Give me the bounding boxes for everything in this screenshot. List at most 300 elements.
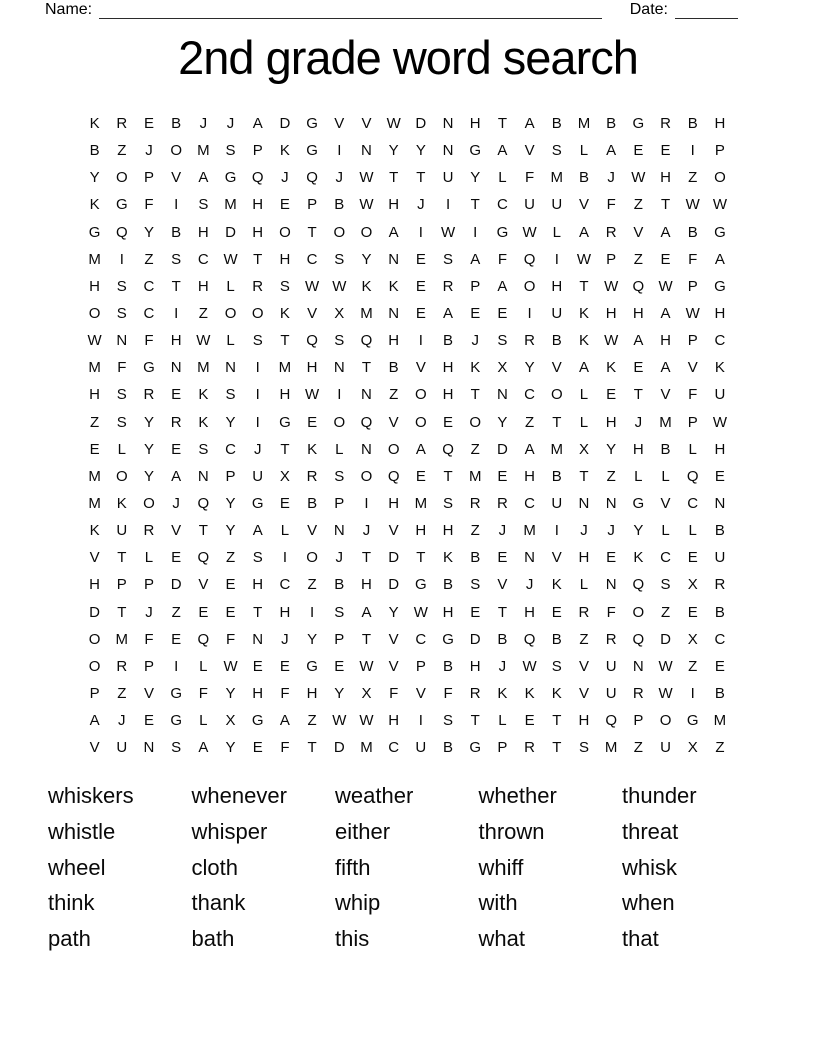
grid-letter: F: [144, 332, 154, 350]
grid-letter: A: [388, 223, 399, 241]
word-list-item: fifth: [335, 854, 371, 880]
grid-letter: Z: [144, 250, 154, 268]
grid-letter: H: [469, 657, 481, 675]
grid-letter: B: [606, 115, 617, 133]
grid-letter: J: [580, 522, 588, 540]
grid-letter: V: [171, 169, 182, 187]
grid-letter: H: [388, 712, 400, 730]
grid-letter: S: [198, 196, 209, 214]
grid-letter: L: [579, 413, 589, 431]
grid-letter: R: [116, 657, 128, 675]
grid-letter: M: [550, 440, 564, 458]
grid-letter: C: [687, 495, 699, 513]
grid-letter: O: [714, 169, 726, 187]
grid-letter: Y: [524, 359, 535, 377]
grid-letter: K: [470, 359, 481, 377]
grid-letter: S: [334, 603, 345, 621]
grid-letter: S: [116, 386, 127, 404]
grid-letter: W: [305, 386, 320, 404]
grid-letter: V: [198, 576, 209, 594]
grid-letter: Z: [117, 685, 127, 703]
grid-letter: S: [334, 467, 345, 485]
grid-letter: K: [443, 549, 454, 567]
grid-letter: E: [415, 250, 426, 268]
grid-letter: S: [334, 332, 345, 350]
grid-letter: C: [714, 630, 726, 648]
grid-letter: W: [522, 657, 537, 675]
grid-letter: O: [170, 142, 182, 160]
grid-letter: F: [144, 630, 154, 648]
grid-letter: L: [688, 522, 697, 540]
grid-letter: U: [415, 739, 427, 757]
grid-letter: R: [632, 685, 644, 703]
grid-letter: E: [89, 440, 100, 458]
grid-letter: N: [714, 495, 726, 513]
grid-letter: G: [442, 630, 454, 648]
grid-letter: M: [88, 250, 101, 268]
grid-letter: O: [115, 467, 128, 485]
grid-letter: X: [687, 630, 698, 648]
grid-letter: O: [415, 386, 427, 404]
grid-letter: A: [198, 169, 209, 187]
grid-letter: R: [469, 685, 481, 703]
grid-letter: U: [551, 196, 563, 214]
grid-letter: A: [633, 332, 644, 350]
grid-letter: I: [418, 223, 423, 241]
grid-letter: B: [443, 332, 454, 350]
grid-letter: A: [660, 359, 671, 377]
grid-letter: O: [306, 549, 318, 567]
grid-letter: S: [334, 250, 345, 268]
grid-letter: S: [252, 332, 263, 350]
grid-letter: V: [415, 685, 426, 703]
grid-letter: I: [445, 196, 451, 214]
grid-letter: I: [282, 549, 287, 567]
grid-letter: T: [497, 115, 507, 133]
grid-letter: E: [606, 549, 617, 567]
grid-letter: E: [171, 630, 182, 648]
grid-letter: V: [497, 576, 508, 594]
grid-letter: Y: [606, 440, 617, 458]
grid-letter: G: [632, 115, 645, 133]
grid-letter: T: [253, 603, 263, 621]
grid-letter: X: [687, 576, 698, 594]
grid-letter: V: [334, 115, 345, 133]
word-list-item: thrown: [478, 818, 545, 844]
grid-letter: Q: [632, 630, 645, 648]
grid-letter: D: [333, 739, 345, 757]
grid-letter: T: [633, 386, 643, 404]
grid-letter: D: [496, 440, 508, 458]
grid-letter: K: [89, 522, 100, 540]
grid-letter: I: [418, 712, 423, 730]
grid-letter: Z: [90, 413, 100, 431]
grid-letter: K: [497, 685, 508, 703]
grid-letter: F: [688, 386, 698, 404]
grid-letter: Z: [307, 576, 317, 594]
grid-letter: W: [359, 712, 374, 730]
grid-letter: D: [388, 549, 400, 567]
grid-letter: W: [685, 305, 700, 323]
grid-letter: A: [470, 250, 481, 268]
grid-letter: K: [307, 440, 318, 458]
grid-letter: O: [143, 495, 155, 513]
grid-letter: W: [658, 685, 673, 703]
grid-letter: V: [578, 196, 589, 214]
grid-letter: T: [307, 739, 317, 757]
grid-letter: V: [171, 522, 182, 540]
grid-letter: Z: [688, 169, 698, 187]
grid-letter: Y: [225, 739, 236, 757]
grid-letter: Y: [143, 467, 154, 485]
word-list-item: wheel: [48, 854, 106, 880]
grid-letter: N: [496, 386, 508, 404]
grid-letter: B: [660, 440, 671, 458]
word-list-item: thunder: [622, 783, 697, 808]
grid-letter: T: [552, 739, 562, 757]
grid-letter: B: [307, 495, 318, 513]
word-list-column: [622, 778, 766, 957]
grid-letter: S: [551, 142, 562, 160]
grid-letter: Z: [307, 712, 317, 730]
grid-letter: J: [634, 413, 643, 431]
grid-letter: Z: [171, 603, 181, 621]
grid-letter: E: [225, 576, 236, 594]
grid-letter: E: [524, 712, 535, 730]
grid-letter: P: [89, 685, 100, 703]
grid-letter: M: [224, 196, 237, 214]
grid-letter: N: [605, 495, 617, 513]
grid-letter: T: [552, 413, 562, 431]
grid-letter: Z: [688, 657, 698, 675]
grid-letter: E: [714, 467, 725, 485]
grid-letter: H: [578, 549, 590, 567]
grid-letter: Y: [225, 413, 236, 431]
page-title: 2nd grade word search: [178, 31, 638, 84]
grid-letter: Q: [686, 467, 699, 485]
grid-letter: H: [632, 440, 644, 458]
grid-letter: V: [388, 413, 399, 431]
grid-letter: J: [362, 522, 371, 540]
grid-letter: Y: [307, 630, 318, 648]
grid-letter: R: [306, 467, 318, 485]
grid-letter: B: [443, 657, 454, 675]
grid-letter: D: [415, 115, 427, 133]
grid-letter: B: [89, 142, 100, 160]
grid-letter: J: [335, 549, 344, 567]
word-list-item: think: [48, 890, 95, 916]
grid-letter: E: [143, 115, 154, 133]
grid-letter: P: [334, 630, 345, 648]
grid-letter: J: [607, 522, 615, 540]
grid-letter: Q: [632, 576, 645, 594]
grid-letter: B: [687, 115, 698, 133]
grid-letter: K: [606, 359, 617, 377]
grid-letter: O: [523, 277, 536, 295]
grid-letter: M: [659, 413, 672, 431]
grid-letter: I: [554, 250, 559, 268]
grid-letter: H: [279, 250, 291, 268]
grid-letter: H: [714, 305, 726, 323]
grid-letter: T: [470, 386, 480, 404]
grid-letter: T: [497, 603, 507, 621]
grid-letter: H: [442, 359, 454, 377]
grid-letter: F: [198, 685, 208, 703]
grid-letter: B: [551, 467, 562, 485]
grid-letter: L: [579, 576, 589, 594]
grid-letter: W: [223, 657, 238, 675]
grid-letter: Q: [197, 549, 210, 567]
grid-letter: M: [115, 630, 129, 648]
grid-letter: G: [251, 495, 264, 513]
grid-letter: T: [198, 522, 208, 540]
grid-letter: Y: [633, 522, 644, 540]
grid-letter: H: [524, 603, 536, 621]
grid-letter: N: [388, 250, 400, 268]
grid-letter: T: [443, 467, 453, 485]
grid-letter: C: [714, 332, 726, 350]
grid-letter: A: [524, 440, 535, 458]
grid-letter: Y: [361, 250, 372, 268]
grid-letter: J: [172, 495, 180, 513]
grid-letter: W: [413, 603, 428, 621]
grid-letter: Y: [89, 169, 100, 187]
grid-letter: L: [226, 332, 235, 350]
grid-letter: Q: [632, 277, 645, 295]
grid-letter: Z: [633, 196, 643, 214]
grid-letter: Q: [360, 332, 373, 350]
grid-letter: E: [443, 413, 454, 431]
grid-letter: E: [225, 603, 236, 621]
grid-letter: O: [387, 440, 400, 458]
grid-letter: B: [470, 549, 481, 567]
grid-letter: C: [143, 305, 155, 323]
grid-letter: H: [279, 386, 291, 404]
grid-letter: R: [578, 603, 590, 621]
grid-letter: X: [578, 440, 589, 458]
grid-letter: E: [606, 386, 617, 404]
grid-letter: H: [415, 522, 427, 540]
name-blank-line: [99, 4, 602, 19]
word-list-item: weather: [335, 783, 414, 808]
grid-letter: S: [497, 332, 508, 350]
grid-letter: E: [198, 603, 209, 621]
grid-letter: U: [551, 495, 563, 513]
grid-letter: U: [714, 549, 726, 567]
grid-letter: M: [278, 359, 292, 377]
grid-letter: X: [361, 685, 372, 703]
grid-letter: F: [606, 196, 616, 214]
word-list-item: whip: [335, 890, 381, 916]
grid-letter: S: [443, 495, 454, 513]
grid-letter: Q: [523, 630, 536, 648]
grid-letter: E: [633, 142, 644, 160]
grid-letter: T: [416, 549, 426, 567]
grid-letter: N: [361, 142, 372, 160]
grid-letter: H: [632, 305, 644, 323]
grid-letter: J: [145, 603, 153, 621]
grid-letter: T: [171, 277, 181, 295]
grid-letter: S: [171, 250, 182, 268]
grid-letter: J: [471, 332, 479, 350]
grid-letter: P: [225, 467, 236, 485]
grid-letter: I: [473, 223, 478, 241]
grid-letter: T: [117, 549, 127, 567]
grid-letter: J: [607, 169, 615, 187]
grid-letter: P: [415, 657, 426, 675]
grid-letter: T: [253, 250, 263, 268]
word-list-item: this: [335, 926, 370, 952]
grid-letter: Y: [497, 413, 508, 431]
grid-letter: K: [279, 142, 290, 160]
grid-letter: J: [525, 576, 534, 594]
grid-letter: B: [443, 739, 454, 757]
grid-letter: Q: [115, 223, 128, 241]
grid-letter: L: [199, 657, 208, 675]
grid-letter: E: [714, 657, 725, 675]
grid-letter: E: [143, 712, 154, 730]
grid-letter: T: [660, 196, 671, 214]
grid-letter: Y: [388, 603, 399, 621]
grid-letter: H: [252, 196, 264, 214]
word-list-item: whether: [478, 783, 557, 808]
grid-letter: W: [196, 332, 211, 350]
grid-letter: B: [388, 359, 399, 377]
grid-letter: L: [335, 440, 344, 458]
word-list-item: whiff: [478, 854, 524, 880]
grid-letter: C: [279, 576, 291, 594]
grid-letter: A: [606, 142, 617, 160]
grid-letter: S: [279, 277, 290, 295]
grid-letter: H: [551, 277, 563, 295]
grid-letter: V: [307, 522, 318, 540]
grid-letter: E: [252, 739, 263, 757]
grid-letter: E: [633, 359, 644, 377]
grid-letter: M: [197, 142, 210, 160]
grid-letter: F: [280, 685, 290, 703]
grid-letter: K: [279, 305, 290, 323]
grid-letter: F: [389, 685, 399, 703]
grid-letter: D: [469, 630, 481, 648]
grid-letter: Z: [606, 467, 616, 485]
grid-letter: W: [604, 332, 619, 350]
word-list-item: cloth: [191, 854, 238, 880]
grid-letter: W: [712, 196, 727, 214]
grid-letter: R: [714, 576, 726, 594]
grid-letter: K: [388, 277, 399, 295]
grid-letter: I: [690, 685, 695, 703]
grid-letter: V: [551, 549, 562, 567]
grid-letter: R: [660, 115, 671, 133]
grid-letter: N: [252, 630, 264, 648]
grid-letter: Z: [470, 440, 480, 458]
grid-letter: A: [443, 305, 454, 323]
grid-letter: C: [524, 495, 536, 513]
grid-letter: P: [606, 250, 617, 268]
grid-letter: M: [88, 495, 101, 513]
grid-letter: M: [414, 495, 428, 513]
grid-letter: Y: [470, 169, 481, 187]
grid-letter: V: [361, 115, 372, 133]
grid-letter: L: [661, 467, 670, 485]
word-list-column: [48, 778, 192, 957]
grid-letter: N: [578, 495, 590, 513]
grid-letter: V: [307, 305, 318, 323]
grid-letter: L: [579, 386, 589, 404]
grid-letter: Q: [605, 712, 617, 730]
word-list-item: when: [622, 890, 675, 916]
grid-letter: U: [551, 305, 563, 323]
grid-letter: I: [364, 495, 369, 513]
name-label: Name:: [45, 1, 93, 18]
grid-letter: B: [551, 630, 562, 648]
grid-letter: M: [468, 467, 482, 485]
grid-letter: W: [522, 223, 537, 241]
grid-letter: W: [332, 277, 347, 295]
grid-letter: C: [197, 250, 209, 268]
grid-letter: H: [252, 223, 264, 241]
grid-letter: Q: [197, 495, 210, 513]
word-list-column: [335, 778, 479, 957]
grid-letter: O: [333, 413, 346, 431]
grid-letter: R: [524, 739, 536, 757]
grid-letter: B: [551, 332, 562, 350]
grid-letter: V: [633, 223, 644, 241]
grid-letter: L: [688, 440, 697, 458]
grid-letter: D: [225, 223, 236, 241]
grid-letter: J: [498, 657, 507, 675]
grid-letter: T: [361, 549, 372, 567]
grid-letter: V: [660, 386, 671, 404]
grid-letter: X: [687, 739, 698, 757]
grid-letter: U: [116, 522, 128, 540]
grid-letter: K: [551, 576, 562, 594]
grid-letter: N: [333, 359, 345, 377]
grid-letter: E: [171, 549, 182, 567]
grid-letter: A: [497, 277, 508, 295]
grid-letter: W: [359, 657, 374, 675]
grid-letter: N: [143, 739, 155, 757]
grid-letter: M: [550, 169, 564, 187]
grid-letter: M: [577, 115, 591, 133]
grid-letter: G: [224, 169, 237, 187]
grid-letter: U: [660, 739, 671, 757]
grid-letter: P: [116, 576, 127, 594]
grid-letter: O: [251, 305, 264, 323]
grid-letter: R: [496, 495, 508, 513]
grid-letter: Y: [334, 685, 345, 703]
grid-letter: G: [714, 277, 726, 295]
grid-letter: V: [388, 657, 399, 675]
grid-letter: K: [198, 386, 209, 404]
grid-letter: L: [498, 169, 507, 187]
grid-letter: I: [255, 413, 260, 431]
grid-letter: Q: [306, 169, 318, 187]
grid-letter: Y: [225, 495, 236, 513]
grid-letter: G: [279, 413, 291, 431]
grid-letter: I: [337, 386, 342, 404]
grid-letter: U: [116, 739, 128, 757]
grid-letter: Z: [198, 305, 208, 323]
grid-letter: E: [415, 467, 426, 485]
grid-letter: M: [360, 305, 373, 323]
grid-letter: B: [171, 223, 182, 241]
grid-letter: E: [497, 467, 508, 485]
grid-letter: H: [660, 169, 671, 187]
grid-letter: P: [334, 495, 345, 513]
grid-letter: C: [143, 277, 155, 295]
grid-letter: Z: [470, 522, 480, 540]
